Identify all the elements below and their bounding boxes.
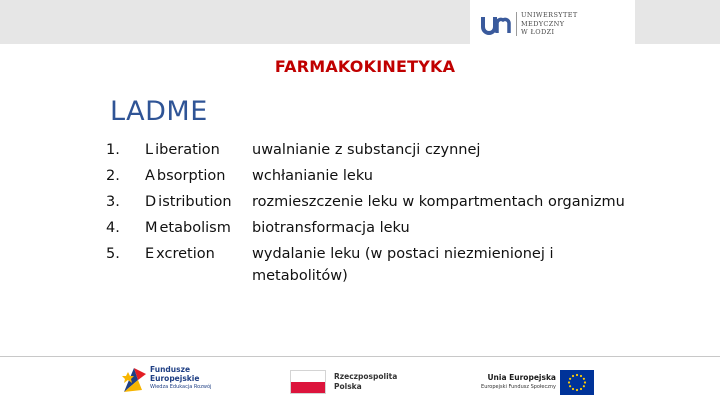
- item-term: [145, 139, 220, 161]
- fundusze-europejskie-logo: [120, 362, 220, 398]
- item-term: [145, 243, 215, 265]
- rzeczpospolita-logo: [290, 370, 400, 396]
- term-initial: M: [145, 220, 158, 236]
- list-item: [106, 165, 666, 191]
- term-initial: E: [145, 246, 155, 262]
- term-initial: L: [145, 142, 154, 158]
- university-name: [521, 11, 578, 37]
- ue-line-1: Unia Europejska: [487, 373, 556, 382]
- logo-divider: [516, 12, 517, 36]
- logo-line-2: MEDYCZNY: [521, 19, 565, 28]
- list-item: [106, 139, 666, 165]
- slide-title: FARMAKOKINETYKA: [274, 57, 456, 76]
- item-description: rozmieszczenie leku w kompartmentach organizmu: [252, 194, 625, 210]
- fe-line-1: Fundusze: [150, 365, 191, 374]
- slide-heading: LADME: [110, 96, 208, 127]
- fe-star-icon: [120, 364, 148, 394]
- term-rest: iberation: [155, 142, 220, 158]
- fe-text: [150, 365, 211, 392]
- term-rest: bsorption: [156, 168, 226, 184]
- term-initial: A: [145, 168, 155, 184]
- footer-divider: [0, 356, 720, 357]
- fe-line-3: Wiedza Edukacja Rozwój: [150, 384, 212, 390]
- university-logo: [470, 0, 635, 44]
- item-description: wydalanie leku (w postaci niezmienionej i metabolitów): [252, 246, 554, 284]
- ladme-list: [106, 139, 666, 293]
- item-term: [145, 165, 226, 187]
- logo-line-3: W ŁODZI: [521, 28, 555, 36]
- term-initial: D: [145, 194, 157, 210]
- polish-flag-icon: [290, 370, 326, 394]
- item-description: uwalnianie z substancji czynnej: [252, 142, 481, 158]
- item-number: 4.: [106, 220, 120, 236]
- rp-line-1: Rzeczpospolita: [334, 372, 398, 381]
- item-description: wchłanianie leku: [252, 168, 373, 184]
- item-term: [145, 217, 231, 239]
- term-rest: etabolism: [159, 220, 231, 236]
- item-number: 3.: [106, 194, 120, 210]
- logo-line-1: UNIWERSYTET: [521, 11, 578, 19]
- item-term: [145, 191, 232, 213]
- rp-line-2: Polska: [334, 381, 362, 391]
- list-item: [106, 243, 666, 293]
- item-description: biotransformacja leku: [252, 220, 410, 236]
- term-rest: xcretion: [156, 246, 215, 262]
- ue-text: [480, 373, 556, 391]
- item-number: 1.: [106, 142, 120, 158]
- fe-line-2: Europejskie: [150, 374, 200, 383]
- item-number: 5.: [106, 246, 120, 262]
- term-rest: istribution: [158, 194, 232, 210]
- unia-europejska-logo: [480, 370, 600, 398]
- um-logo-mark: [481, 13, 511, 35]
- eu-flag-icon: [560, 370, 594, 395]
- list-item: [106, 191, 666, 217]
- header-band: [0, 0, 720, 44]
- item-number: 2.: [106, 168, 120, 184]
- list-item: [106, 217, 666, 243]
- rp-text: [334, 372, 397, 391]
- ue-line-2: Europejski Fundusz Społeczny: [481, 384, 556, 390]
